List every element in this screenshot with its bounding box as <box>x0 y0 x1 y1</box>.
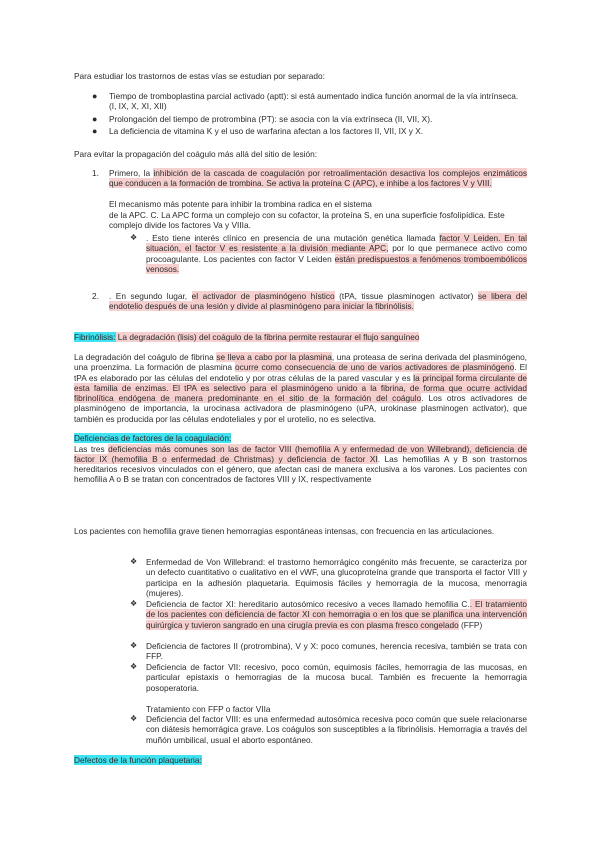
item1-mechanism: El mecanismo más potente para inhibir la trombina radica en el sistema <box>109 199 372 209</box>
list-item-von-willebrand: Enfermedad de Von Willebrand: el trastorno hemorrágico congénito más frecuente, se caracteriza por un defecto cuantitativo o cualitativo en el vWF, una glucoproteína grande que transporta el factor VIII y participa en la adhesión plaquetaria. Equimosis fáciles y hemorragia de la mucosa, menorragia (mujeres). <box>146 557 527 598</box>
list-item-factor-vii-treatment: Tratamiento con FFP o factor VIIa <box>146 703 271 714</box>
list-item-factor-vii: Deficiencia de factor VII: recesivo, poco común, equimosis fáciles, hemorragia de las mucosas, en particular epistaxis o hemorragias de la mucosa bucal. También es frecuente la hemorragia posoperatoria. <box>146 662 527 693</box>
diamond-bullet-icon: ❖ <box>130 641 138 650</box>
item2-number: 2. <box>92 291 99 301</box>
diamond-bullet-icon: ❖ <box>130 557 138 566</box>
diamond-bullet-icon: ❖ <box>130 714 138 723</box>
diamond-bullet-icon: ❖ <box>130 233 138 242</box>
bullet-icon: ● <box>92 126 98 136</box>
diamond-bullet-icon: ❖ <box>130 662 138 671</box>
item1-paragraph: Primero, la inhibición de la cascada de coagulación por retroalimentación desactiva los complejos enzimáticos que conducen a la formación de trombina. Se activa la proteína C (APC), e inhibe a los factores V y VIII. <box>109 168 528 189</box>
bullet-icon: ● <box>92 91 98 101</box>
item1-number: 1. <box>92 168 99 178</box>
deficiencias-heading: Deficiencias de factores de la coagulación: <box>74 433 232 443</box>
diamond-bullet-icon: ❖ <box>130 599 138 608</box>
deficiencias-paragraph-2: Los pacientes con hemofilia grave tienen hemorragias espontáneas intensas, con frecuencia en las articulaciones. <box>74 526 495 536</box>
item1-apc: de la APC. C. La APC forma un complejo con su cofactor, la proteína S, en una superficie fosfolipídica. Este complejo divide los factores Va y VIIIa. <box>109 209 505 230</box>
defectos-heading: Defectos de la función plaquetaria: <box>74 755 202 765</box>
fibrinolisis-label: Fibrinólisis: <box>74 332 116 342</box>
bullet-pt: Prolongación del tiempo de protrombina (PT): se asocia con la vía extrínseca (II, VII, X). <box>109 114 433 124</box>
deficiencias-paragraph: Las tres deficiencias más comunes son las de factor VIII (hemofilia A y enfermedad de von Willebrand), deficiencia de factor IX (hemofilia B o enfermedad de Christmas) y deficiencia de factor XI. Las hemofilias A y B son trastornos hereditarios recesivos vinculados con el género, que afectan casi de manera exclusiva a los varones. Los pacientes con hemofilia A o B se tratan con concentrados de factores VIII y IX, respectivamente <box>74 443 527 485</box>
bullet-aptt: Tiempo de tromboplastina parcial activado (aptt): si está aumentado indica función anormal de la vía intrínseca. (I, IX, X, XI, XII) <box>109 91 519 112</box>
item1-leiden: . Esto tiene interés clínico en presencia de una mutación genética llamada factor V Leiden. En tal situación, el factor V es resistente a la división mediante APC, por lo que permanece activo como procoagulante. Los pacientes con factor V Leiden están predispuestos a fenómenos tromboembólicos venosos. <box>146 233 527 274</box>
fibrinolisis-paragraph: La degradación del coágulo de fibrina se lleva a cabo por la plasmina, una proteasa de serina derivada del plasminógeno, una proenzima. La formación de plasmina ocurre como consecuencia de uno de varios activadores de plasminógeno. El tPA es elaborado por las células del endotelio y por otras células de la pared vascular y es la principal forma circulante de esta familia de enzimas. El tPA es selectivo para el plasminógeno unido a la fibrina, de forma que ocurre actividad fibrinolítica endógena de manera predominante en el sitio de la formación del coágulo. Los otros activadores de plasminógeno de importancia, la urocinasa activadora de plasminógeno (uPA, urokinase plasminogen activator), que también es producida por las células endoteliales y por el urotelio, no es selectiva. <box>74 352 527 424</box>
intro-text: Para estudiar los trastornos de estas vías se estudian por separado: <box>74 71 325 81</box>
bullet-vitk: La deficiencia de vitamina K y el uso de warfarina afectan a los factores II, VII, IX y X. <box>109 126 424 136</box>
list-item-factores-ii-v-x: Deficiencia de factores II (protrombina), V y X: poco comunes, herencia recesiva, también se trata con FFP. <box>146 641 527 662</box>
item2-paragraph: . En segundo lugar, el activador de plasminógeno hístico (tPA, tissue plasminogen activator) se libera del endotelio después de una lesión y divide al plasminógeno para iniciar la fibrinólisis. <box>109 291 527 312</box>
prevent-text: Para evitar la propagación del coágulo más allá del sitio de lesión: <box>74 149 318 159</box>
bullet-icon: ● <box>92 114 98 124</box>
item1-highlight: inhibición de la cascada de coagulación por retroalimentación desactiva los complejos enzimáticos que conducen a la formación de trombina. Se activa la proteína C (APC), e inhibe a los factores V y VIII. <box>109 168 528 189</box>
list-item-factor-viii: Deficiencia del factor VIII: es una enfermedad autosómica recesiva poco común que suele relacionarse con diátesis hemorrágica grave. Los coágulos son susceptibles a la fibrinólisis. Hemorragia a través del muñón umbilical, usual el aborto espontáneo. <box>146 714 527 745</box>
fibrinolisis-heading: Fibrinólisis: La degradación (lisis) del coágulo de la fibrina permite restaurar el flujo sanguíneo <box>74 332 420 342</box>
list-item-factor-xi: Deficiencia de factor XI: hereditario autosómico recesivo a veces llamado hemofilia C.. El tratamiento de los pacientes con deficiencia de factor XI con hemorragia o en los que se planifica una intervención quirúrgica y tuvieron sangrado en una cirugía previa es con plasma fresco congelado (FFP) <box>146 599 527 630</box>
